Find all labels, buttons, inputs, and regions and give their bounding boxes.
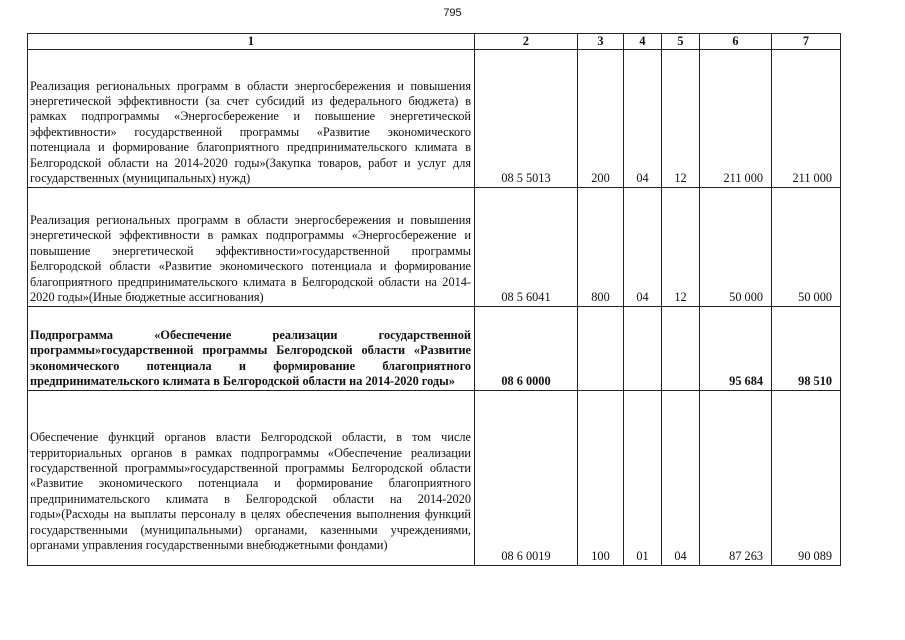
section-code: 01 [624, 391, 662, 566]
row-description: Подпрограмма «Обеспечение реализации государственной программы»государственной программы Белгородской области «Развитие экономического потенциала и формирование благоприятного предпринимательского климата в Белгородской области на 2014-2020 годы» [28, 307, 475, 391]
row-description: Реализация региональных программ в области энергосбережения и повышения энергетической эффективности в рамках подпрограммы «Энергосбережение и повышение энергетической эффективности»государственной программы Белгородской области «Развитие экономического потенциала и формирование благоприятного предпринимательского климата в Белгородской области на 2014-2020 годы»(Иные бюджетные ассигнования) [28, 188, 475, 307]
subsection-code [662, 307, 700, 391]
page-number: 795 [443, 7, 462, 19]
target-code: 08 6 0019 [475, 391, 578, 566]
table-row [28, 188, 841, 307]
expense-type: 800 [578, 188, 624, 307]
section-code: 04 [624, 50, 662, 188]
subsection-code: 04 [662, 391, 700, 566]
table-row-subprogram [28, 307, 841, 391]
subsection-code: 12 [662, 50, 700, 188]
table-row [28, 50, 841, 188]
subsection-code: 12 [662, 188, 700, 307]
column-header: 5 [662, 34, 700, 50]
amount-col6: 50 000 [700, 188, 772, 307]
column-header: 1 [28, 34, 475, 50]
row-description: Обеспечение функций органов власти Белгородской области, в том числе территориальных органов в рамках подпрограммы «Обеспечение реализации государственной программы»государственной программы Белгородской области «Развитие экономического потенциала и формирование благоприятного предпринимательского климата в Белгородской области на 2014-2020 годы»(Расходы на выплаты персоналу в целях обеспечения выполнения функций государственными (муниципальными) органами, казенными учреждениями, органами управления государственными внебюджетными фондами) [28, 391, 475, 566]
amount-col6: 211 000 [700, 50, 772, 188]
amount-col6: 87 263 [700, 391, 772, 566]
expense-type: 200 [578, 50, 624, 188]
column-header: 2 [475, 34, 578, 50]
amount-col7: 50 000 [772, 188, 841, 307]
amount-col7: 90 089 [772, 391, 841, 566]
amount-col7: 211 000 [772, 50, 841, 188]
target-code: 08 6 0000 [475, 307, 578, 391]
column-header: 7 [772, 34, 841, 50]
table-header-row [28, 34, 841, 50]
amount-col7: 98 510 [772, 307, 841, 391]
section-code [624, 307, 662, 391]
amount-col6: 95 684 [700, 307, 772, 391]
expense-type [578, 307, 624, 391]
target-code: 08 5 6041 [475, 188, 578, 307]
column-header: 4 [624, 34, 662, 50]
table-row [28, 391, 841, 566]
section-code: 04 [624, 188, 662, 307]
expense-type: 100 [578, 391, 624, 566]
column-header: 3 [578, 34, 624, 50]
target-code: 08 5 5013 [475, 50, 578, 188]
column-header: 6 [700, 34, 772, 50]
row-description: Реализация региональных программ в области энергосбережения и повышения энергетической эффективности (за счет субсидий из федерального бюджета) в рамках подпрограммы «Энергосбережение и повышение энергетической эффективности» государственной программы «Развитие экономического потенциала и формирование благоприятного предпринимательского климата в Белгородской области на 2014-2020 годы»(Закупка товаров, работ и услуг для государственных (муниципальных) нужд) [28, 50, 475, 188]
budget-table [27, 33, 841, 566]
